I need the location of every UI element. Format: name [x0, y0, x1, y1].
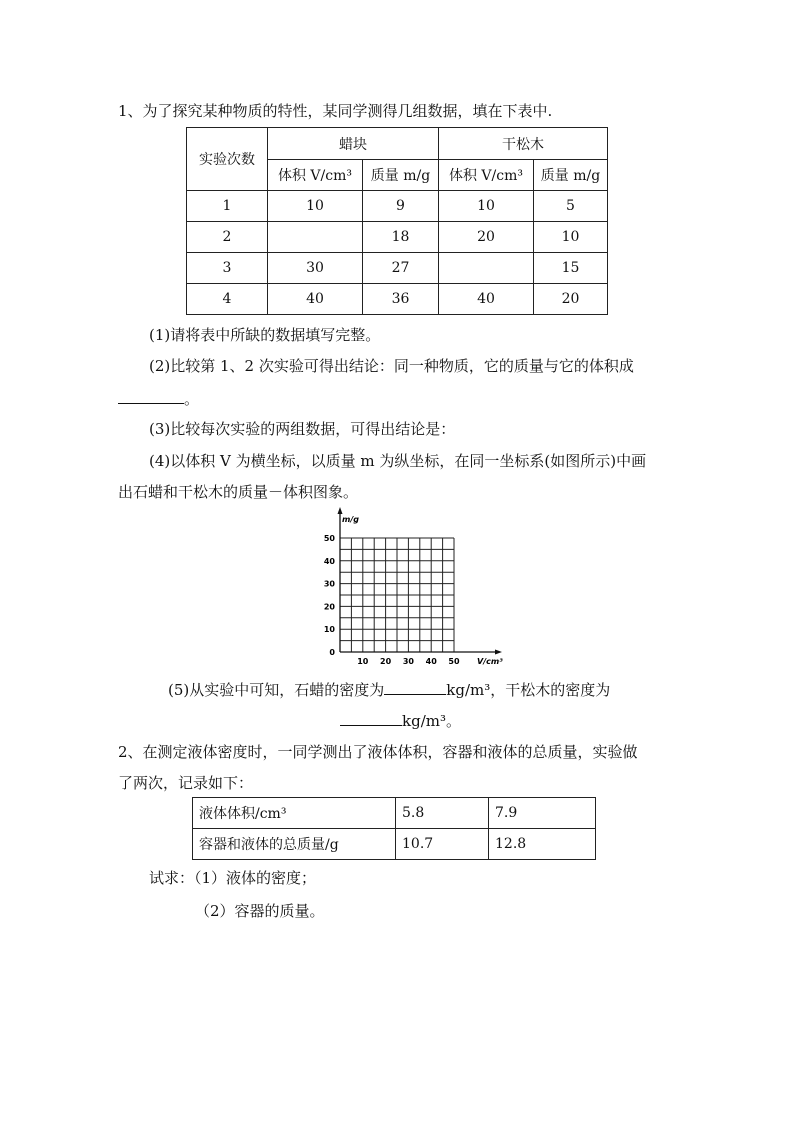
y-tick-label: 40	[323, 556, 335, 566]
table-row	[187, 253, 608, 284]
table-cell: 7.9	[489, 798, 596, 829]
table-cell: 12.8	[489, 829, 596, 860]
q2-intro-line1: 2、在测定液体密度时，一同学测出了液体体积，容器和液体的总质量，实验做	[118, 743, 638, 761]
y-tick-label: 0	[329, 648, 335, 657]
table-cell: 液体体积/cm³	[193, 798, 396, 829]
sub-header: 体积 V/cm³	[268, 160, 363, 191]
q2-data-table	[192, 797, 596, 860]
q1-part3: (3)比较每次实验的两组数据，可得出结论是：	[149, 420, 456, 438]
header-group-pine: 干松木	[439, 128, 608, 160]
q1-part2: (2)比较第 1、2 次实验可得出结论：同一种物质，它的质量与它的体积成	[149, 357, 634, 375]
table-cell: 1	[187, 191, 268, 222]
table-cell: 10.7	[396, 829, 489, 860]
q1-intro: 1、为了探究某种物质的特性，某同学测得几组数据，填在下表中.	[118, 102, 553, 120]
sub-header: 质量 m/g	[363, 160, 439, 191]
table-cell: 5	[534, 191, 608, 222]
q1-part4-line1: (4)以体积 V 为横坐标，以质量 m 为纵坐标，在同一坐标系(如图所示)中画	[149, 452, 647, 470]
header-trial: 实验次数	[187, 128, 268, 191]
table-cell: 30	[268, 253, 363, 284]
table-cell: 40	[439, 284, 534, 315]
table-cell: 3	[187, 253, 268, 284]
q1-data-table	[186, 127, 608, 315]
x-tick-label: 30	[402, 657, 414, 666]
table-cell: 10	[439, 191, 534, 222]
header-group-wax: 蜡块	[268, 128, 439, 160]
y-tick-label: 50	[323, 534, 335, 543]
x-tick-label: 10	[357, 657, 369, 666]
q1-part4-line2: 出石蜡和干松木的质量－体积图象。	[118, 483, 359, 501]
y-axis-label: m/g	[342, 515, 359, 524]
table-cell: 容器和液体的总质量/g	[193, 829, 396, 860]
table-cell: 5.8	[396, 798, 489, 829]
table-cell: 18	[363, 222, 439, 253]
table-cell: 10	[534, 222, 608, 253]
table-cell: 15	[534, 253, 608, 284]
table-row	[187, 284, 608, 315]
answer-blank[interactable]	[340, 710, 402, 726]
table-cell: 9	[363, 191, 439, 222]
y-axis-arrow	[338, 507, 343, 514]
table-row	[187, 222, 608, 253]
table-cell: 10	[268, 191, 363, 222]
sub-header: 质量 m/g	[534, 160, 608, 191]
q1-part2-answer	[118, 388, 199, 409]
q1-part5-c: kg/m³。	[402, 712, 461, 730]
x-axis-label: V/cm³	[477, 657, 503, 666]
q2-intro-line2: 了两次，记录如下：	[118, 774, 254, 792]
q1-part1: (1)请将表中所缺的数据填写完整。	[149, 326, 381, 344]
x-tick-label: 20	[380, 657, 392, 666]
q1-part5	[168, 679, 610, 700]
graph-grid	[340, 538, 454, 652]
q1-part5-cont	[340, 710, 461, 731]
table-cell: 36	[363, 284, 439, 315]
answer-blank[interactable]	[118, 388, 184, 404]
sub-header: 体积 V/cm³	[439, 160, 534, 191]
y-tick-label: 30	[323, 579, 335, 589]
q1-part5-a: (5)从实验中可知，石蜡的密度为	[168, 681, 385, 699]
table-cell-blank[interactable]	[439, 253, 534, 284]
q1-part5-b: kg/m³，干松木的密度为	[446, 681, 611, 699]
table-cell: 2	[187, 222, 268, 253]
table-cell: 20	[439, 222, 534, 253]
table-cell: 27	[363, 253, 439, 284]
x-tick-label: 50	[448, 657, 460, 666]
table-row	[193, 829, 596, 860]
y-tick-label: 20	[323, 602, 335, 612]
mass-volume-graph[interactable]	[318, 506, 508, 668]
table-cell: 40	[268, 284, 363, 315]
x-tick-label: 40	[425, 657, 437, 666]
q2-ask2: （2）容器的质量。	[195, 902, 325, 920]
q1-part2-end: 。	[184, 390, 200, 408]
table-cell: 4	[187, 284, 268, 315]
table-row	[193, 798, 596, 829]
table-cell: 20	[534, 284, 608, 315]
answer-blank[interactable]	[384, 679, 446, 695]
q2-ask1: 试求：（1）液体的密度；	[149, 869, 317, 887]
table-cell-blank[interactable]	[268, 222, 363, 253]
table-row	[187, 191, 608, 222]
x-axis-arrow	[495, 650, 502, 655]
y-tick-label: 10	[323, 625, 335, 635]
